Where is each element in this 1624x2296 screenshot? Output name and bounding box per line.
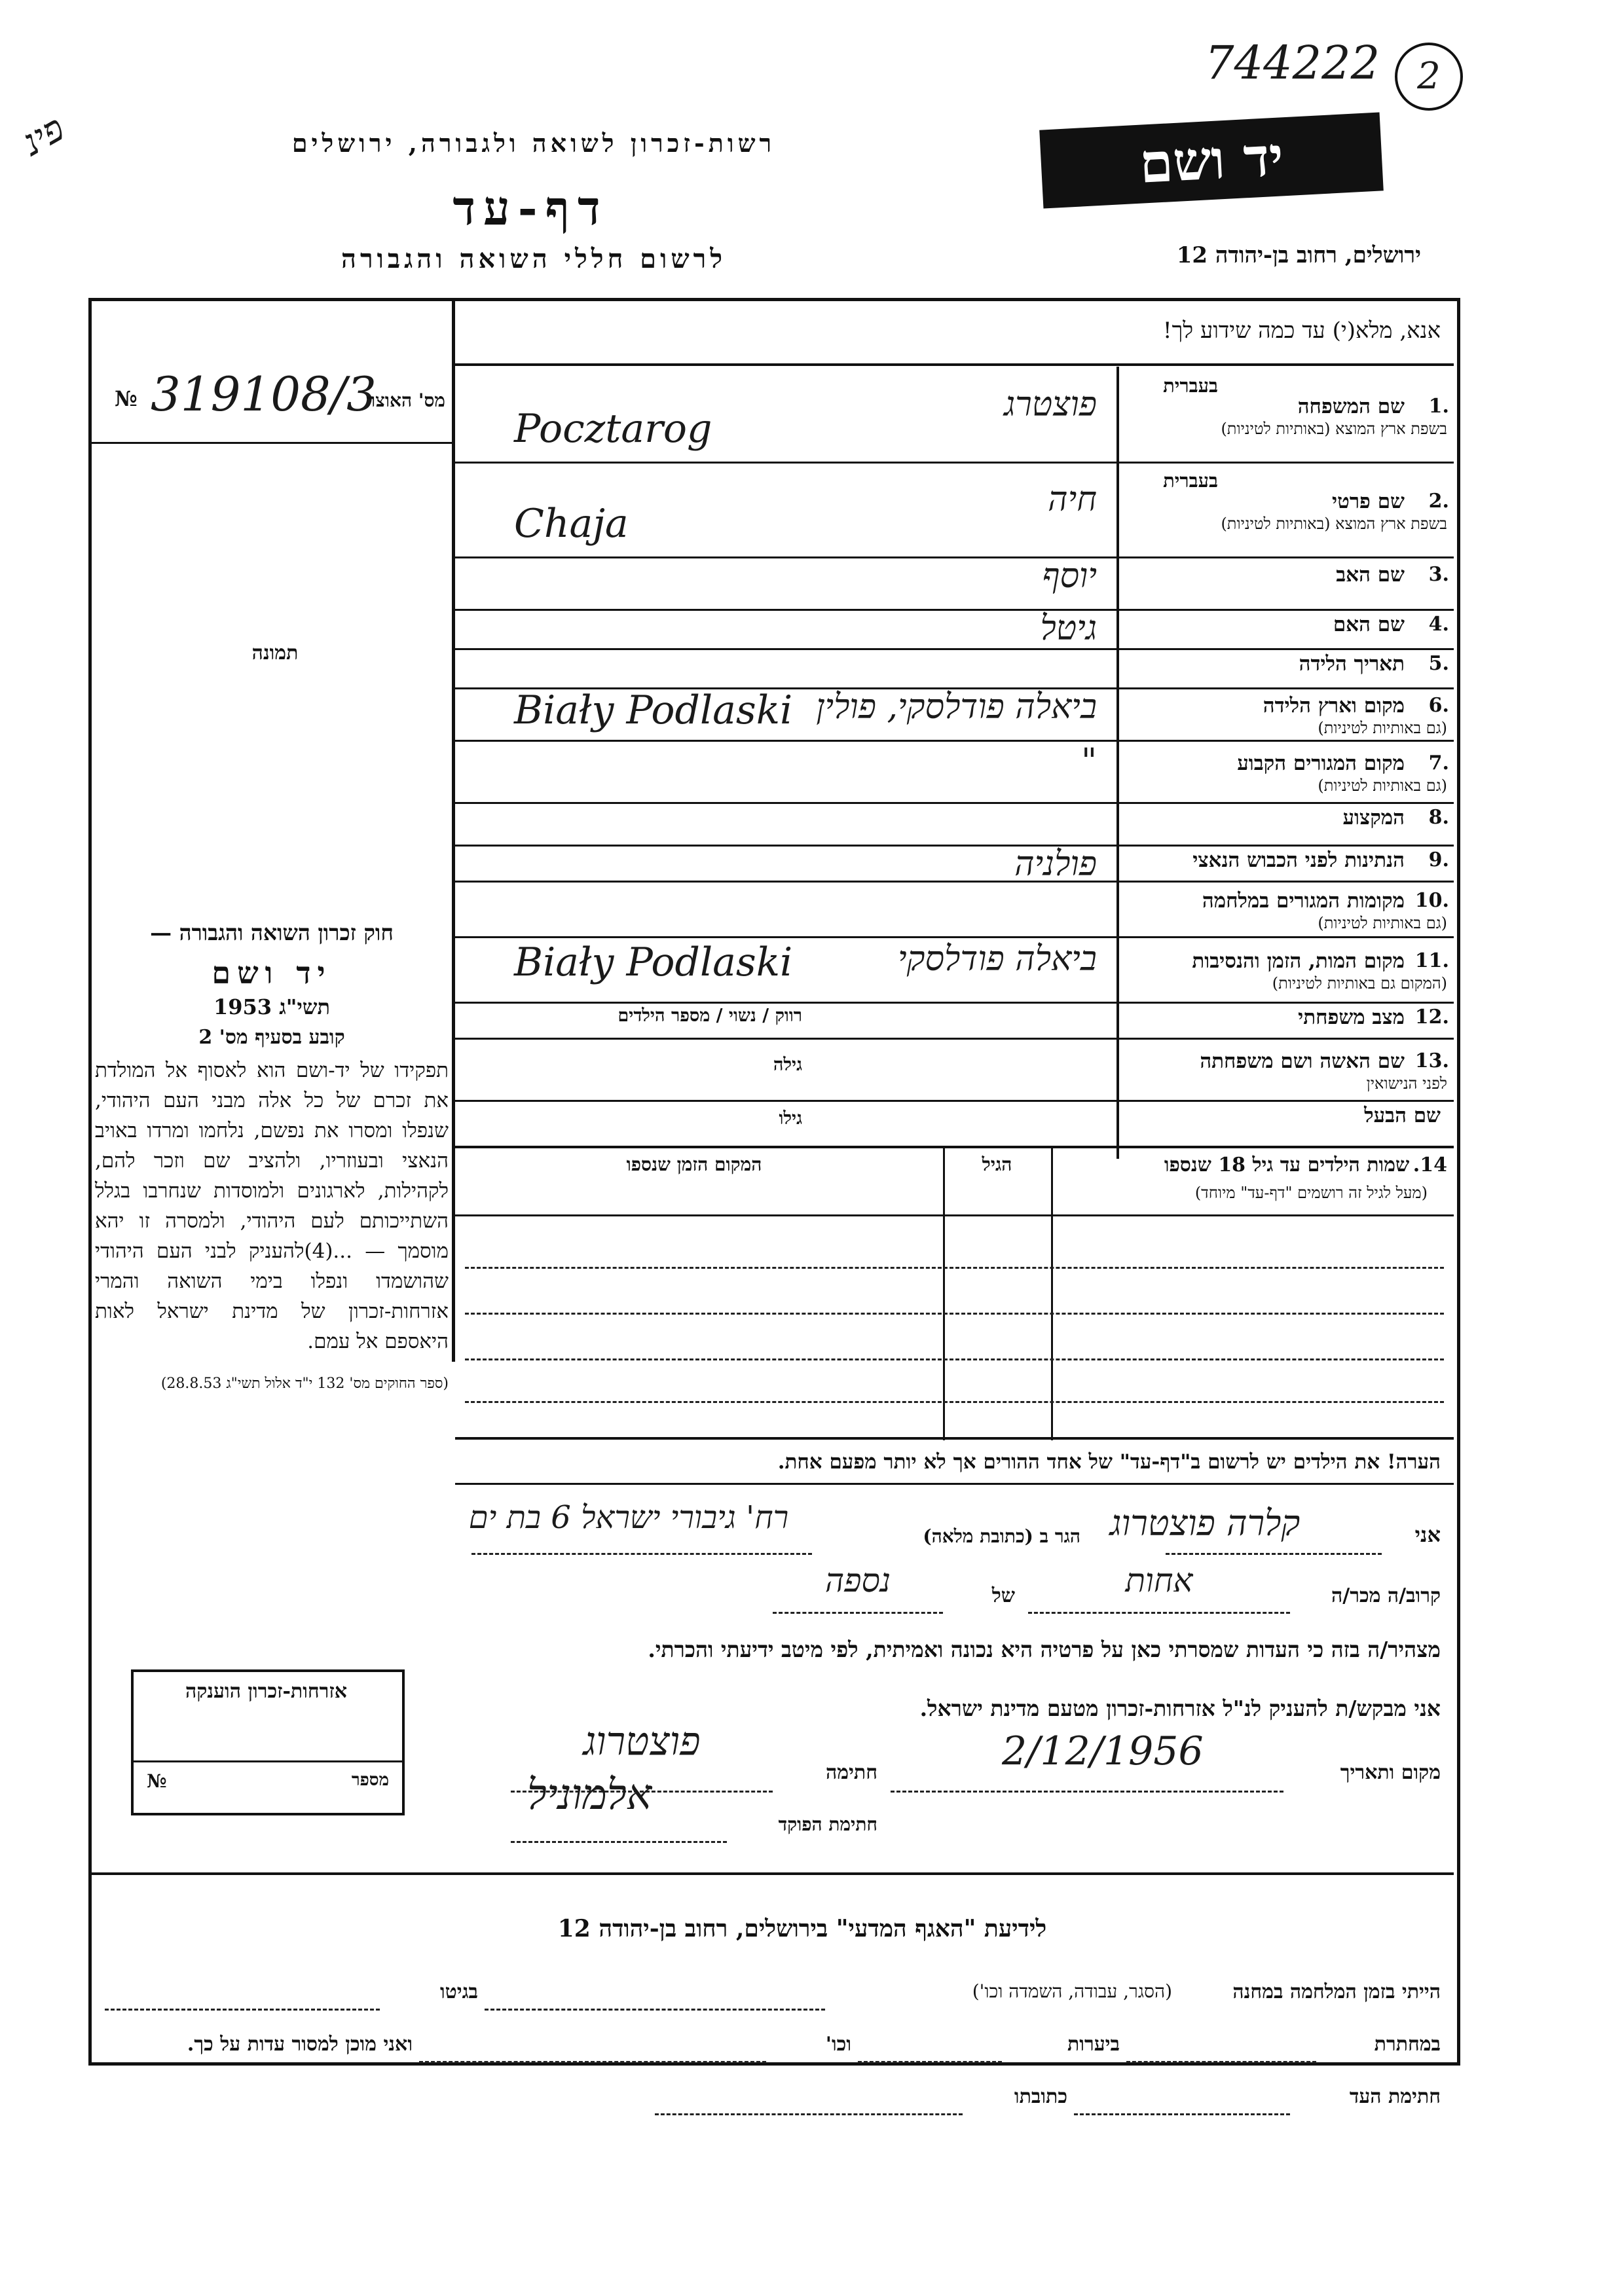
- field-tag: גילה: [773, 1054, 802, 1075]
- decl-officer-hand: אלמוניל: [526, 1771, 652, 1819]
- decl-address-hand: רח' גיבורי ישראל 6 בת ים: [468, 1499, 789, 1536]
- field-label: שם האשה ושם משפחתה: [1200, 1049, 1405, 1073]
- law-source: (ספר החוקים מס' 132 י"ד אלול תשי"ג 28.8.53): [160, 1376, 449, 1392]
- stamp-title: אזרחות-זכרון הוענקה: [185, 1680, 348, 1703]
- note-separator: [455, 1483, 1454, 1485]
- decl-officer-label: חתימת הפוקד: [778, 1813, 877, 1835]
- field-label: מצב משפחתי: [1298, 1006, 1405, 1029]
- children-place-column: המקום הזמן שנספו: [626, 1154, 762, 1175]
- field-label: המקצוע: [1342, 806, 1405, 829]
- decl-address-line: [471, 1553, 812, 1555]
- footer-ghetto-line: [105, 2009, 380, 2011]
- decl-name-hand: קלרה פוצטרוג: [1109, 1503, 1301, 1544]
- decl-signature-label: חתימה: [826, 1761, 877, 1784]
- children-sub: (מעל לגיל זה רושמים "דף-עד" מיוחד): [1194, 1184, 1428, 1202]
- footer-forest-line: [858, 2061, 1002, 2063]
- stamp-divider: [134, 1760, 402, 1762]
- footer-witness-signature-line: [1074, 2113, 1290, 2115]
- law-year-hebrew: תשי"ג: [279, 994, 330, 1019]
- decl-date-hand: 2/12/1956: [1002, 1728, 1204, 1774]
- field-number: 12.: [1414, 1006, 1449, 1029]
- field-row-14: [455, 1100, 1454, 1148]
- record-number-value: 319108/3: [151, 367, 377, 422]
- field-number: 1.: [1428, 394, 1449, 418]
- form-subtitle: לרשום חללי השואה והגבורה: [341, 244, 727, 274]
- field-label: מקום וארץ הלידה: [1263, 694, 1405, 718]
- footer-separator: [92, 1872, 1454, 1875]
- decl-relative-label: קרוב/ה מכר/ה: [1331, 1584, 1441, 1607]
- children-row-line: [465, 1313, 1444, 1315]
- decl-relation-hand: אחות: [1125, 1561, 1193, 1599]
- field-label: שם המשפחה: [1297, 394, 1405, 418]
- footer-address-line: [655, 2113, 963, 2115]
- footer-testimony-label: ואני מוכן למסור עדות על כך.: [187, 2033, 413, 2056]
- field-number: 10.: [1414, 888, 1449, 912]
- decl-of-line: [773, 1612, 943, 1614]
- field-label: מקום המות, הזמן והנסיבות: [1192, 949, 1405, 973]
- field-row-5: [455, 648, 1454, 689]
- yad-vashem-logo: יד ושם: [1039, 112, 1384, 208]
- field-number: 8.: [1428, 806, 1449, 829]
- field-hand-latin: Chaja: [514, 501, 629, 547]
- footer-address-label: כתובתו: [1014, 2085, 1067, 2108]
- field-row-10: [455, 881, 1454, 938]
- field-sublabel: (המקום גם באותיות לטיניות): [1272, 974, 1447, 993]
- decl-of-label: של: [991, 1584, 1015, 1607]
- field-number: 11.: [1414, 949, 1449, 972]
- field-label: שם הבעל: [1364, 1104, 1441, 1127]
- field-number: 7.: [1428, 751, 1449, 774]
- children-row-line: [465, 1401, 1444, 1403]
- footer-etc-label: וכו': [825, 2033, 851, 2056]
- header-org-line: רשות-זכרון לשואה ולגבורה, ירושלים: [291, 128, 776, 158]
- decl-relation-line: [1028, 1612, 1290, 1614]
- law-text-block: [95, 920, 449, 1392]
- children-age-divider-right: [1051, 1146, 1053, 1440]
- field-row-11: [455, 936, 1454, 1004]
- note-text: הערה! את הילדים יש לרשום ב"דף-עד" של אחד ההורים אך לא יותר מפעם אחת.: [777, 1450, 1441, 1474]
- field-hand-hebrew: גיטל: [1040, 609, 1097, 648]
- footer-camp-types: (הסגר, עבודה, השמדה וכו'): [972, 1980, 1172, 2002]
- field-tag: בעברית: [1163, 374, 1218, 397]
- field-hand-latin: Biały Podlaski: [514, 687, 793, 733]
- footer-camp-line: [485, 2009, 825, 2011]
- children-row-line: [465, 1267, 1444, 1269]
- field-hand-hebrew: ": [1081, 741, 1097, 781]
- stamp-no-prefix: №: [147, 1770, 167, 1792]
- field-number: 13.: [1414, 1049, 1449, 1072]
- field-hand-latin: Pocztarog: [514, 406, 712, 452]
- decl-address-label: הגר ב (כתובת מלאה): [923, 1525, 1080, 1547]
- field-label: תאריך הלידה: [1299, 652, 1405, 676]
- field-number: 5.: [1428, 652, 1449, 675]
- law-year-row: [95, 994, 449, 1019]
- field-tag: בעברית: [1163, 469, 1218, 492]
- footer-camp-label: הייתי בזמן המלחמה במחנה: [1232, 1980, 1441, 2003]
- field-row-3: [455, 556, 1454, 611]
- children-header-separator: [455, 1214, 1454, 1216]
- field-label: שם פרטי: [1331, 489, 1405, 513]
- stamp-number-label: מספר: [351, 1770, 389, 1790]
- field-number: 2.: [1428, 489, 1449, 513]
- field-label: מקומות המגורים במלחמה: [1202, 888, 1405, 913]
- corner-mark: פינ: [15, 107, 72, 164]
- footer-ghetto-label: בגיטו: [439, 1980, 478, 2003]
- field-hand-hebrew: יוסף: [1042, 556, 1097, 596]
- field-hand-hebrew: חיה: [1048, 479, 1097, 519]
- decl-statement: מצהיר/ה בזה כי העדות שמסרתי כאן על פרטיה היא נכונה ואמיתית, לפי מיטב ידיעתי והכרתי.: [648, 1637, 1441, 1662]
- record-no-prefix: №: [115, 386, 138, 411]
- record-number-box: [92, 331, 452, 444]
- footer-underground-label: במחתרת: [1374, 2033, 1441, 2056]
- children-table-bottom: [455, 1437, 1454, 1440]
- field-label: מקום המגורים הקבוע: [1237, 751, 1405, 775]
- record-number-label: מס' האוצר: [366, 390, 445, 411]
- children-table-top: [455, 1146, 1454, 1148]
- photo-label: תמונה: [251, 642, 299, 665]
- field-row-9: [455, 845, 1454, 883]
- decl-place-date-label: מקום ותאריך: [1340, 1761, 1441, 1784]
- field-tag: גילו: [779, 1108, 802, 1129]
- field-hand-hebrew: פוצטרג: [1004, 384, 1097, 424]
- field-number: 9.: [1428, 848, 1449, 871]
- decl-officer-line: [511, 1841, 727, 1843]
- intro-separator: [455, 363, 1454, 366]
- footer-title: לידיעת "האגף המדעי" בירושלים, רחוב בן-יהודה 12: [557, 1915, 1047, 1942]
- children-age-column: הגיל: [982, 1154, 1012, 1175]
- law-title: חוק זכרון השואה והגבורה —: [150, 920, 394, 945]
- children-num: 14.: [1412, 1154, 1447, 1176]
- field-row-2: [455, 462, 1454, 558]
- field-row-13: [455, 1038, 1454, 1102]
- field-number: 6.: [1428, 694, 1449, 717]
- field-row-7: [455, 740, 1454, 804]
- children-row-line: [465, 1358, 1444, 1360]
- field-tag: רווק / נשוי / מספר הילדים: [618, 1006, 802, 1026]
- field-hand-latin: Biały Podlaski: [514, 939, 793, 985]
- footer-witness-signature-label: חתימת העד: [1349, 2085, 1441, 2108]
- circled-page-number: 2: [1395, 43, 1463, 111]
- decl-name-line: [1166, 1553, 1382, 1555]
- form-title: דף-עד: [452, 180, 608, 236]
- field-label: שם האם: [1333, 613, 1405, 636]
- field-sublabel: לפני הנישואין: [1366, 1074, 1447, 1093]
- law-body: תפקידו של יד-ושם הוא לאסוף אל המולדת את זכרם של כל אלה מבני העם היהודי, שנפלו ומסרו את נפשם, נלחמו ומרדו באויב הנאצי ובעוזריו, ולהציב שם וזכר להם, לקהילות, לארגונים ולמוסדות שנחרבו בגלל השתייכותם לעם היהודי, ולמסרה זו יהא מוסמך — ...(4)להעניק לבני העם היהודי שהושמדו ונפלו בימי השואה והמרי אזרחות-זכרון של מדינת ישראל לאות היאספם אל עמם.: [95, 1059, 449, 1353]
- law-clause: קובע בסעיף מס' 2: [198, 1026, 345, 1049]
- field-hand-hebrew: פולניה: [1014, 845, 1097, 884]
- field-sublabel: בשפת ארץ המוצא (באותיות לטיניות): [1221, 419, 1447, 438]
- law-yad-vashem: יד ושם: [212, 955, 332, 991]
- field-label: הנתינות לפני הכבוש הנאצי: [1192, 848, 1405, 872]
- field-sublabel: (גם באותיות לטיניות): [1318, 719, 1447, 737]
- field-row-1: [455, 367, 1454, 464]
- children-age-divider-left: [943, 1146, 945, 1440]
- decl-signature-hand: פוצטרוג: [583, 1719, 701, 1764]
- children-title: שמות הילדים עד גיל 18 שנספו: [1164, 1154, 1410, 1176]
- decl-request: אני מבקש/ת להעניק לנ"ל אזרחות-זכרון מטעם מדינת ישראל.: [919, 1696, 1441, 1721]
- footer-forest-label: ביערות: [1067, 2033, 1120, 2056]
- field-row-12: [455, 1002, 1454, 1040]
- field-number: 4.: [1428, 613, 1449, 636]
- field-sublabel: (גם באותיות לטיניות): [1318, 913, 1447, 932]
- field-row-8: [455, 802, 1454, 847]
- decl-relation-hand-2: נספה: [824, 1561, 891, 1599]
- field-hand-hebrew: ביאלה פודלסקי, פולין: [816, 687, 1097, 727]
- footer-underground-line: [1126, 2061, 1316, 2063]
- decl-date-line: [891, 1791, 1283, 1793]
- field-sublabel: (גם באותיות לטיניות): [1318, 776, 1447, 795]
- field-label: שם האב: [1336, 563, 1405, 587]
- intro-text: אנא, מלא(י) עד כמה שידוע לך!: [1162, 318, 1441, 344]
- field-hand-hebrew: ביאלה פודלסקי: [898, 939, 1097, 979]
- law-year: 1953: [213, 994, 272, 1019]
- footer-etc-line: [419, 2061, 766, 2063]
- field-number: 3.: [1428, 563, 1449, 586]
- field-row-6: [455, 687, 1454, 742]
- field-sublabel: בשפת ארץ המוצא (באותיות לטיניות): [1221, 514, 1447, 533]
- children-label: [1061, 1154, 1447, 1176]
- citizenship-stamp-box: [131, 1669, 405, 1815]
- decl-ani: אני: [1414, 1522, 1441, 1547]
- field-row-4: [455, 609, 1454, 650]
- header-address: ירושלים, רחוב בן-יהודה 12: [1176, 242, 1421, 268]
- handwritten-file-number: 744222: [1205, 36, 1380, 90]
